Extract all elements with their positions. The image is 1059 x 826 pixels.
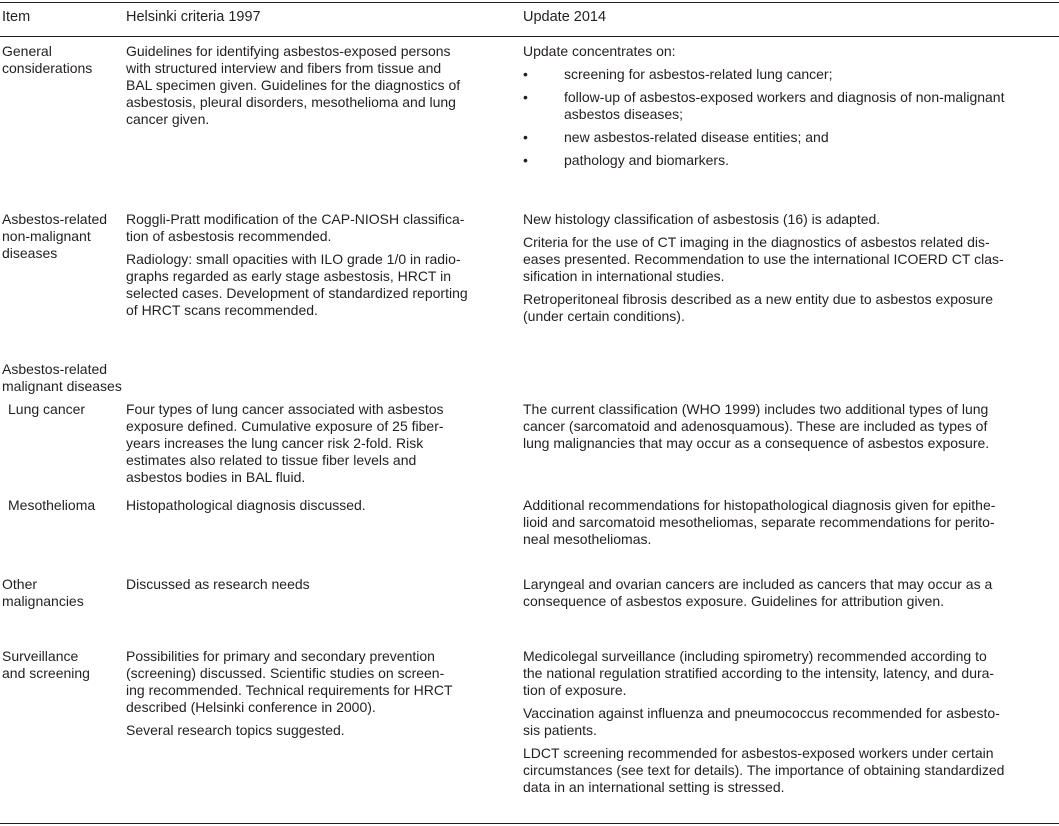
update-intro: Update concentrates on: [523,43,676,59]
row-other-2014: Laryngeal and ovarian cancers are included as cancers that may occur as a consequence of asbestos exposure. Guidelines for attribution given. [523,576,993,609]
bullet-icon: • [523,89,528,105]
bullet-icon: • [523,152,528,168]
bullet-item: • screening for asbestos-related lung cancer; [523,66,833,82]
bullet-icon: • [523,129,528,145]
row-lung-2014: The current classification (WHO 1999) includes two additional types of lung cancer (sarcomatoid and adenosquamous). These are included as types of lung malignancies that may occur as a consequence of asbestos exposure. [523,401,990,451]
row-malignant-item: Asbestos-related malignant diseases [2,361,122,394]
row-general-2014 [523,43,1057,169]
row-nonmalignant-2014: New histology classification of asbestosis (16) is adapted. Criteria for the use of CT imaging in the diagnostics of asbestos related dis- eases presented. Recommendation to use the international ICOERD CT clas- sification in international studies. Retroperitoneal fibrosis described as a new entity due to asbestos exposure (under certain conditions). [523,211,1004,324]
row-lung-item: Lung cancer [8,401,86,417]
bullet-item: • pathology and biomarkers. [523,152,729,168]
row-lung-1997: Four types of lung cancer associated with asbestos exposure defined. Cumulative exposure of 25 fiber- years increases the lung cancer risk 2-fold. Risk estimates also related to tissue fiber levels and asbestos bodies in BAL fluid. [126,401,444,485]
header-rule [0,36,1059,37]
row-nonmalignant-item: Asbestos-related non-malignant diseases [2,211,108,261]
row-meso-2014: Additional recommendations for histopathological diagnosis given for epithe- lioid and sarcomatoid mesotheliomas, separate recommendations for perito- neal mesotheliomas. [523,497,996,547]
bullet-icon: • [523,66,528,82]
row-surveillance-2014: Medicolegal surveillance (including spirometry) recommended according to the national regulation stratified according to the intensity, latency, and dura- tion of exposure. Vaccination against influenza and pneumococcus recommended for asbesto- sis patients. LDCT screening recommended for asbestos-exposed workers under certain circumstances (see text for details). The importance of obtaining standardized data in an international setting is stressed. [523,648,1005,795]
row-nonmalignant-1997: Roggli-Pratt modification of the CAP-NIOSH classifica- tion of asbestosis recommended. Radiology: small opacities with ILO grade 1/0 in radio- graphs regarded as early stage asbestosis, HRCT in selected cases. Development of standardized reporting of HRCT scans recommended. [126,211,468,318]
row-surveillance-1997: Possibilities for primary and secondary prevention (screening) discussed. Scientific studies on screen- ing recommended. Technical requirements for HRCT described (Helsinki conference in 2000). Several research topics suggested. [126,648,453,738]
header-update-2014: Update 2014 [523,9,607,25]
row-meso-1997: Histopathological diagnosis discussed. [126,497,366,513]
header-helsinki-1997: Helsinki criteria 1997 [126,9,261,25]
row-general-item: General considerations [2,43,93,76]
bullet-item: • follow-up of asbestos-exposed workers and diagnosis of non-malignant asbestos diseases; [523,89,1005,122]
row-other-item: Other malignancies [2,576,84,609]
row-other-1997: Discussed as research needs [126,576,310,592]
bottom-rule [0,823,1059,824]
header-item: Item [2,9,31,25]
row-general-1997: Guidelines for identifying asbestos-exposed persons with structured interview and fibers from tissue and BAL specimen given. Guidelines for the diagnostics of asbestosis, pleural disorders, mesothelioma and lung cancer given. [126,43,461,127]
bullet-item: • new asbestos-related disease entities; and [523,129,829,145]
row-meso-item: Mesothelioma [8,497,96,513]
top-rule [0,2,1059,3]
row-surveillance-item: Surveillance and screening [2,648,90,681]
